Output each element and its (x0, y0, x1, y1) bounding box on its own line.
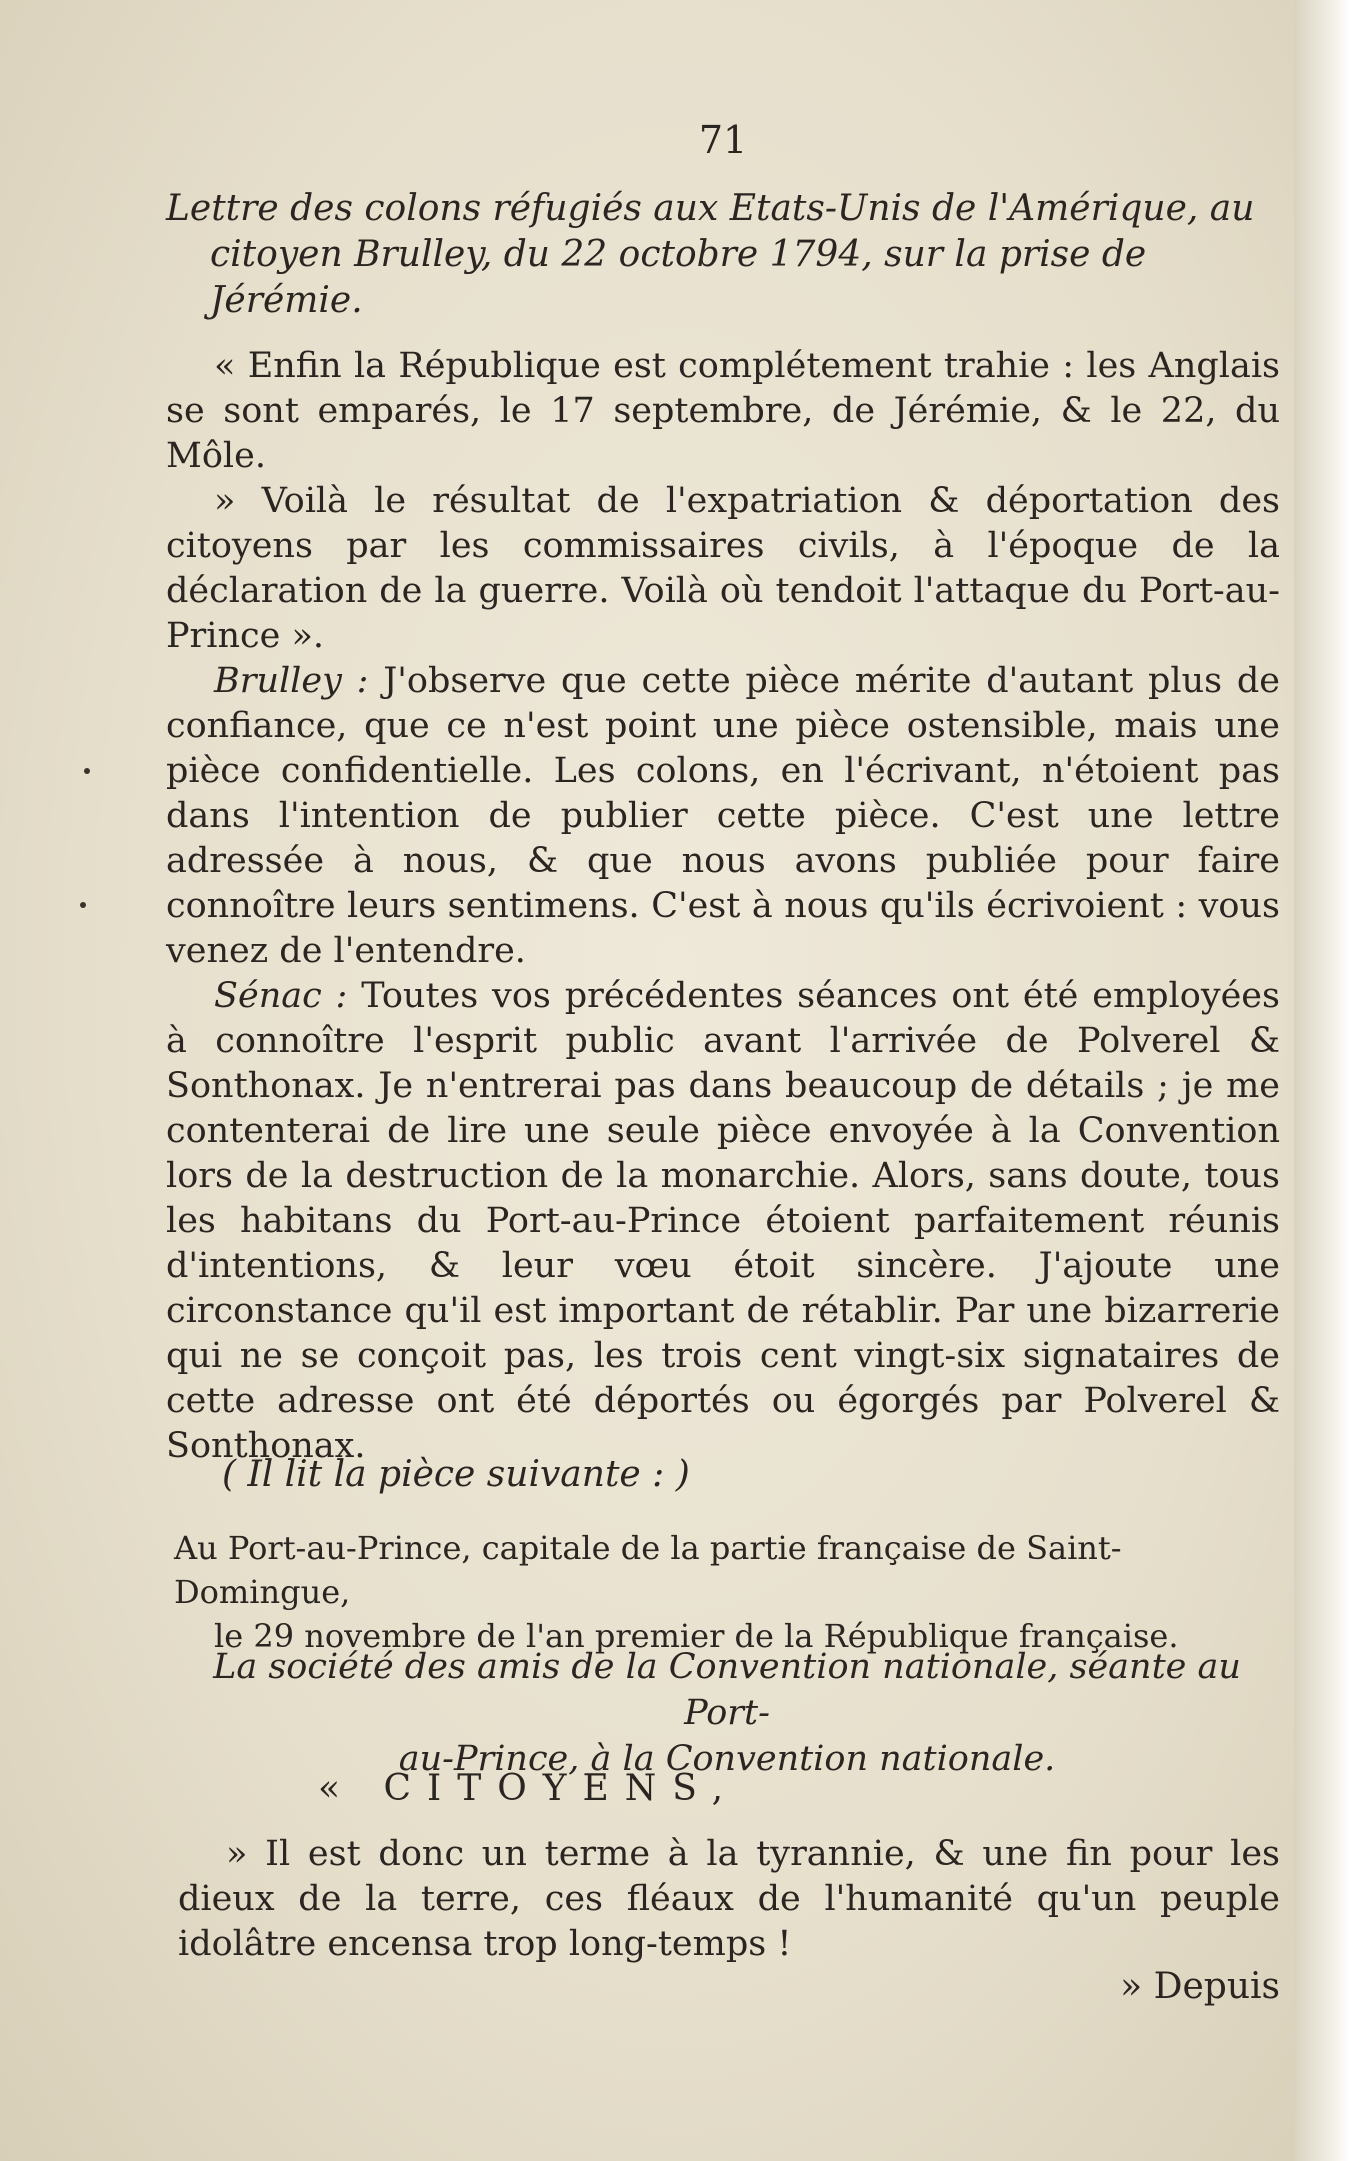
paragraph-text: J'observe que cette pièce mérite d'autant plus de confiance, que ce n'est point une pièce ostensible, mais une pièce confidentielle. Les colons, en l'écrivant, n'étoient pas dans l'intention de publier cette pièce. C'est une lettre adressée à nous, & que nous avons publiée pour faire connoître leurs sentimens. C'est à nous qu'ils écrivoient : vous venez de l'entendre. (166, 661, 1280, 971)
paragraph-3 (166, 659, 1280, 974)
speaker-name: Sénac : (214, 976, 348, 1016)
ink-spot (84, 768, 90, 774)
place-date (174, 1526, 1280, 1658)
salutation: « CITOYENS, (318, 1768, 740, 1809)
letter-heading (166, 186, 1280, 324)
heading-line-1: Lettre des colons réfugiés aux Etats-Unis de l'Amérique, au (166, 188, 1255, 229)
paragraph-4 (166, 974, 1280, 1469)
heading-line-2: citoyen Brulley, du 22 octobre 1794, sur la prise de (210, 234, 1147, 275)
paragraph-2 (166, 479, 1280, 659)
ink-spot (80, 902, 86, 908)
speaker-name: Brulley : (214, 661, 369, 701)
place-line-1: Au Port-au-Prince, capitale de la partie française de Saint-Domingue, (174, 1529, 1122, 1611)
paragraph-text: Toutes vos précédentes séances ont été employées à connoître l'esprit public avant l'arrivée de Polverel & Sonthonax. Je n'entrerai pas dans beaucoup de détails ; je me contenterai de lire une seule pièce envoyée à la Convention lors de la destruction de la monarchie. Alors, sans doute, tous les habitans du Port-au-Prince étoient parfaitement réunis d'intentions, & leur vœu étoit sincère. J'ajoute une circonstance qu'il est important de rétablir. Par une bizarrerie qui ne se conçoit pas, les trois cent vingt-six signataires de cette adresse ont été déportés ou égorgés par Polverel & Sonthonax. (166, 976, 1280, 1466)
paragraph-text: « Enfin la République est complétement trahie : les Anglais se sont emparés, le 17 septembre, de Jérémie, & le 22, du Môle. (166, 346, 1280, 476)
page-edge (1294, 0, 1349, 2161)
catchword: » Depuis (1120, 1966, 1280, 2007)
paragraph-text: » Voilà le résultat de l'expatriation & déportation des citoyens par les commissaires civils, à l'époque de la déclaration de la guerre. Voilà où tendoit l'attaque du Port-au-Prince ». (166, 481, 1280, 656)
letter-body (178, 1832, 1280, 1967)
place-line-2: le 29 novembre de l'an premier de la République française. (214, 1617, 1179, 1655)
society-heading (174, 1644, 1280, 1782)
page-number: 71 (698, 118, 748, 162)
society-line-2: au-Prince, à la Convention nationale. (398, 1739, 1056, 1779)
society-line-1: La société des amis de la Convention nationale, séante au Port- (213, 1647, 1241, 1733)
paragraph-1 (166, 344, 1280, 479)
body-section (166, 344, 1280, 1469)
heading-line-3: Jérémie. (210, 280, 363, 321)
letter-paragraph: » Il est donc un terme à la tyrannie, & une fin pour les dieux de la terre, ces fléaux de l'humanité qu'un peuple idolâtre encensa trop long-temps ! (178, 1834, 1280, 1964)
stage-direction: ( Il lit la pièce suivante : ) (222, 1454, 690, 1495)
